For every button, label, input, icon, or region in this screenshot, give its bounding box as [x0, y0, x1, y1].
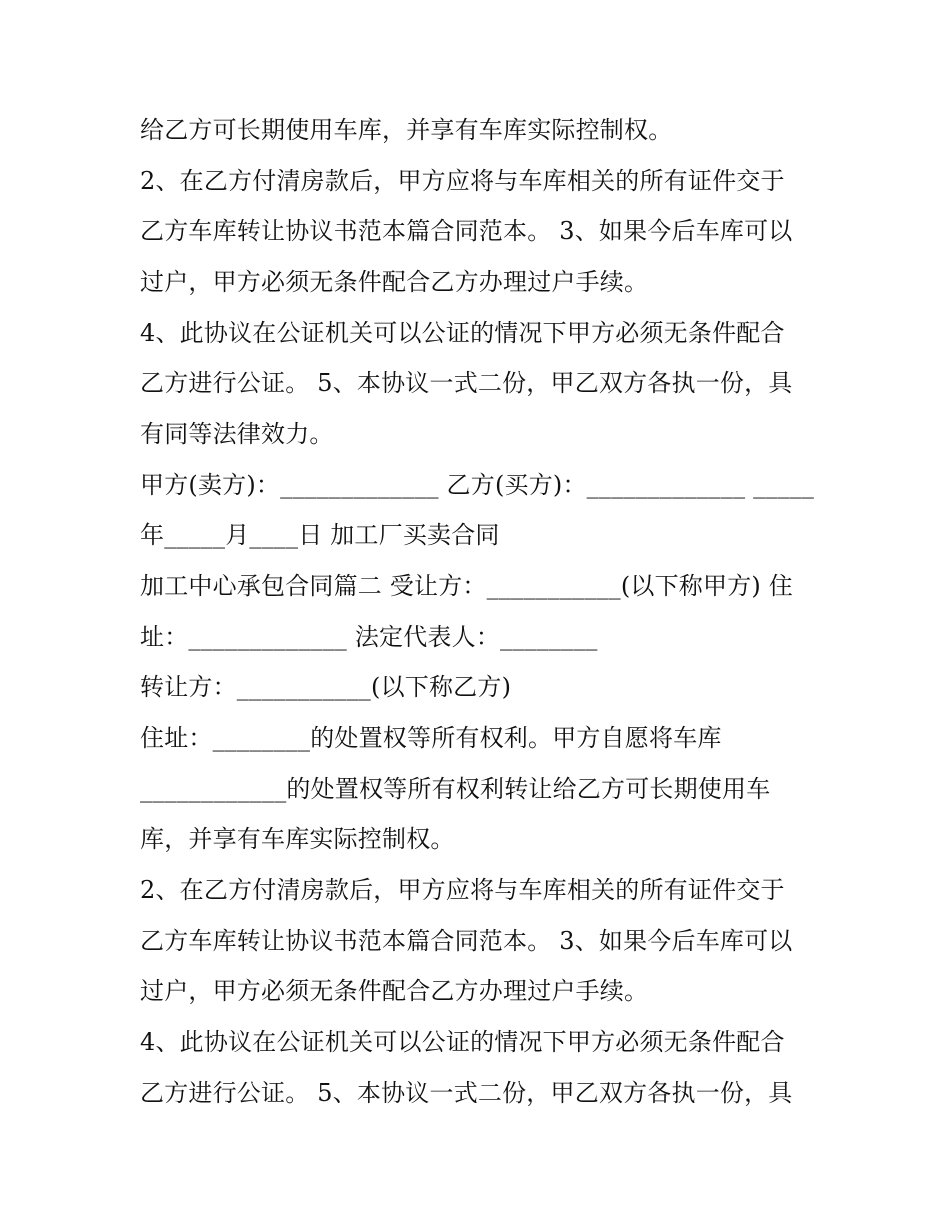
text-line: 有同等法律效力。 — [140, 420, 334, 448]
date-line: 年_____月____日 加工厂买卖合同 — [140, 521, 500, 549]
text-line: 加工中心承包合同篇二 受让方：___________(以下称甲方) 住 — [140, 572, 793, 600]
text-line: 乙方车库转让协议书范本篇合同范本。 3、如果今后车库可以 — [140, 217, 793, 245]
text-line: 4、此协议在公证机关可以公证的情况下甲方必须无条件配合 — [140, 319, 785, 347]
text-line: 乙方进行公证。 5、本协议一式二份，甲乙双方各执一份，具 — [140, 1079, 793, 1107]
text-line: 过户，甲方必须无条件配合乙方办理过户手续。 — [140, 977, 649, 1005]
text-line: 乙方进行公证。 5、本协议一式二份，甲乙双方各执一份，具 — [140, 369, 793, 397]
text-line: 给乙方可长期使用车库，并享有车库实际控制权。 — [140, 116, 673, 144]
text-line: 2、在乙方付清房款后，甲方应将与车库相关的所有证件交于 — [140, 167, 785, 195]
text-line: 库，并享有车库实际控制权。 — [140, 825, 455, 853]
text-line: ____________的处置权等所有权利转让给乙方可长期使用车 — [140, 775, 771, 803]
text-line: 2、在乙方付清房款后，甲方应将与车库相关的所有证件交于 — [140, 876, 785, 904]
signature-line: 甲方(卖方)：_____________ 乙方(买方)：_____________ _____ — [140, 471, 815, 499]
text-line: 过户，甲方必须无条件配合乙方办理过户手续。 — [140, 268, 649, 296]
text-line: 乙方车库转让协议书范本篇合同范本。 3、如果今后车库可以 — [140, 927, 793, 955]
text-line: 住址：________的处置权等所有权利。甲方自愿将车库 — [140, 724, 722, 752]
text-line: 4、此协议在公证机关可以公证的情况下甲方必须无条件配合 — [140, 1028, 785, 1056]
text-line: 转让方：___________(以下称乙方) — [140, 673, 512, 701]
text-line: 址：_____________ 法定代表人：________ — [140, 623, 598, 651]
